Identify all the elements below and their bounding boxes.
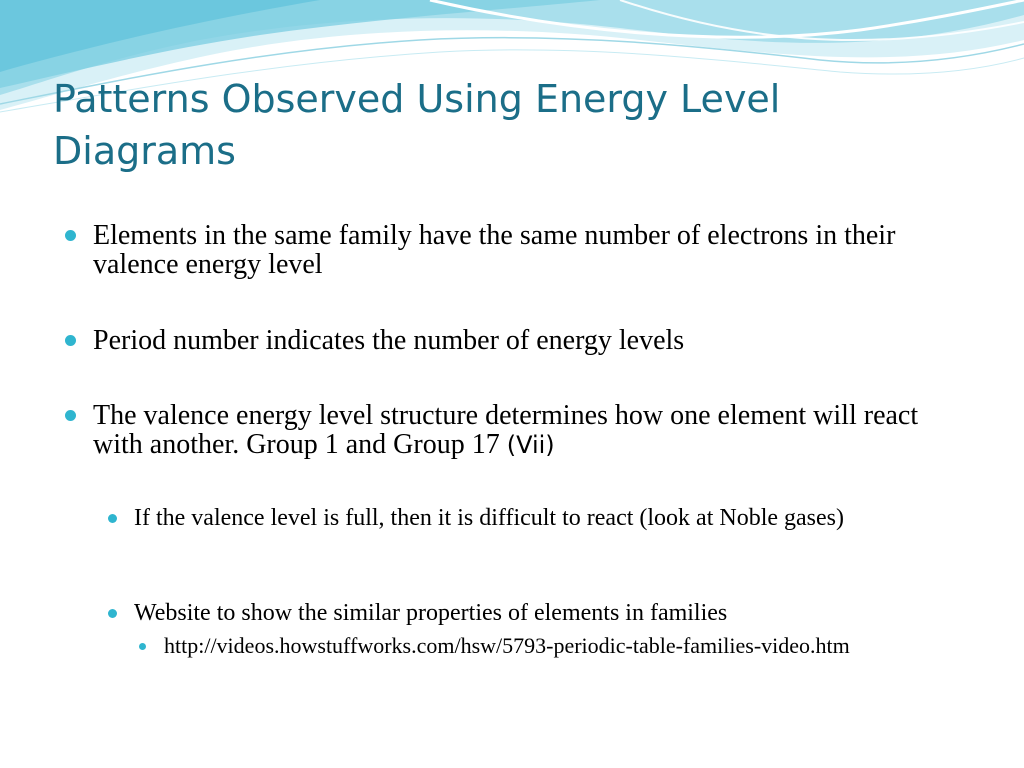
sub-sub-bullet-item — [164, 634, 944, 658]
bullet-item — [93, 221, 973, 279]
bullet-suffix: (Vii) — [506, 431, 555, 459]
bullet-text: The valence energy level structure determines how one element will react with another. Group 1 and Group 17 — [93, 400, 919, 460]
bullet-item — [93, 401, 973, 460]
bullet-text: Elements in the same family have the same number of electrons in their valence energy level — [93, 220, 896, 280]
slide-title: Patterns Observed Using Energy Level Diagrams — [53, 77, 781, 173]
sub-bullet-item — [134, 600, 964, 627]
sub-bullet-item — [134, 505, 964, 532]
bullet-dot-icon — [65, 335, 76, 346]
bullet-text: Website to show the similar properties of elements in families — [134, 600, 728, 626]
bullet-dot-icon — [65, 410, 76, 421]
bullet-item — [93, 326, 973, 355]
bullet-dot-icon — [108, 514, 117, 523]
bullet-dot-icon — [65, 230, 76, 241]
website-link[interactable]: http://videos.howstuffworks.com/hsw/5793-periodic-table-families-video.htm — [164, 633, 850, 658]
bullet-dot-icon — [108, 609, 117, 618]
bullet-dot-icon — [139, 643, 146, 650]
bullet-text: Period number indicates the number of energy levels — [93, 325, 685, 356]
bullet-text: If the valence level is full, then it is difficult to react (look at Noble gases) — [134, 505, 844, 531]
